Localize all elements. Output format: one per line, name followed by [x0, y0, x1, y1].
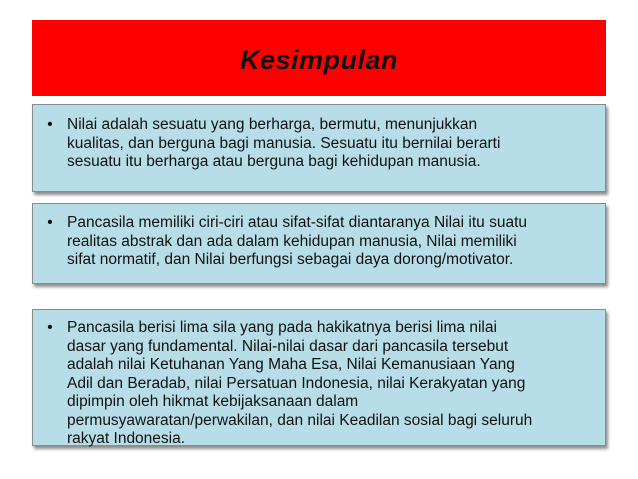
bullet-icon: • [47, 319, 53, 336]
bullet-icon: • [47, 116, 53, 133]
slide-title: Kesimpulan [239, 44, 399, 75]
bullet-icon: • [47, 214, 53, 231]
summary-point-text: Nilai adalah sesuatu yang berharga, bermutu, menunjukkan kualitas, dan berguna bagi manusia. Sesuatu itu bernilai berarti sesuatu itu berharga atau berguna bagi kehidupan manusia. [67, 116, 501, 170]
title-banner [32, 20, 606, 96]
summary-point-box [32, 309, 606, 446]
summary-point-text: Pancasila berisi lima sila yang pada hakikatnya berisi lima nilai dasar yang fundamental. Nilai-nilai dasar dari pancasila tersebut adalah nilai Ketuhanan Yang Maha Esa, Nilai Kemanusiaan Yang Adil dan Beradab, nilai Persatuan Indonesia, nilai Kerakyatan yang dipimpin oleh hikmat kebijaksanaan dalam permusyawaratan/perwakilan, dan nilai Keadilan sosial bagi seluruh rakyat Indonesia. [67, 319, 533, 447]
summary-point-box [32, 104, 606, 192]
summary-point-text: Pancasila memiliki ciri-ciri atau sifat-sifat diantaranya Nilai itu suatu realitas abstrak dan ada dalam kehidupan manusia, Nilai memiliki sifat normatif, dan Nilai berfungsi sebagai daya dorong/motivator. [67, 214, 528, 268]
bullet-row [33, 116, 605, 172]
summary-point-box [32, 203, 606, 284]
bullet-row [33, 319, 605, 449]
bullet-row [33, 214, 605, 270]
